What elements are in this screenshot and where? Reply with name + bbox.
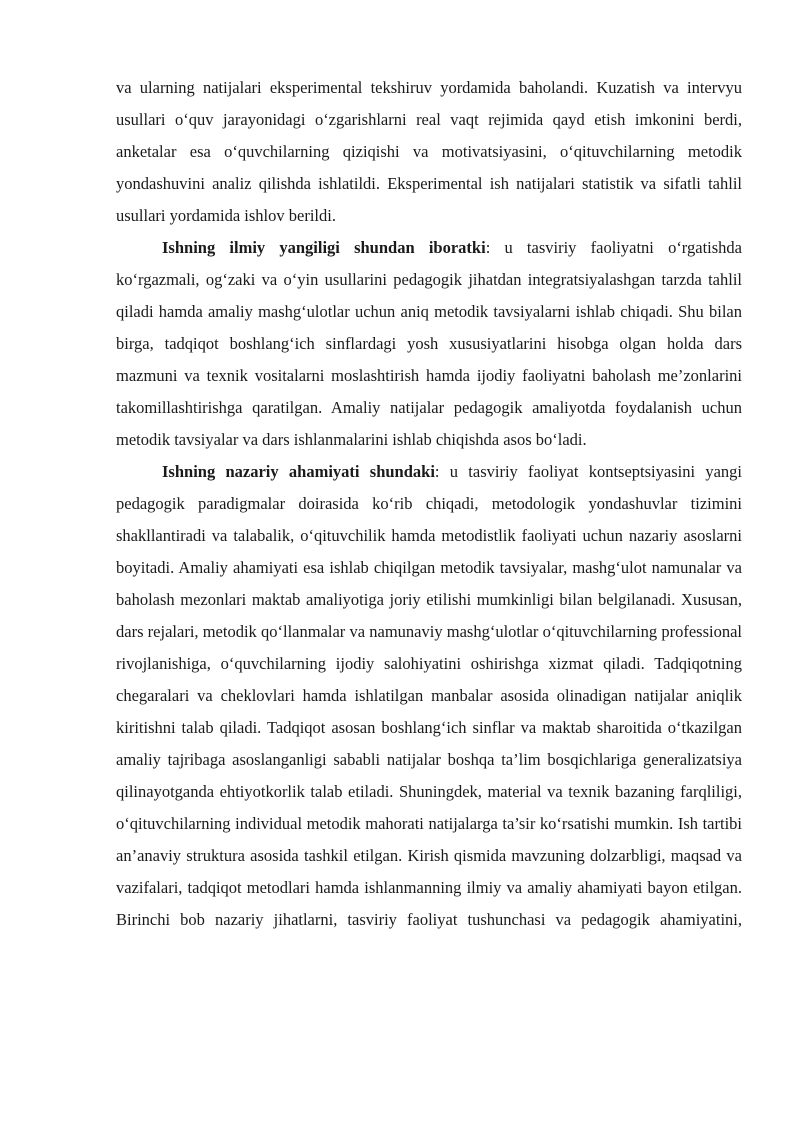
- paragraph-lead-bold: Ishning nazariy ahamiyati shundaki: [162, 462, 435, 481]
- paragraph-lead-bold: Ishning ilmiy yangiligi shundan iboratki: [162, 238, 486, 257]
- paragraph-text: va ularning natijalari eksperimental tekshiruv yordamida baholandi. Kuzatish va intervyu usullari o‘quv jarayonidagi o‘zgarishlarni real vaqt rejimida qayd etish imkonini berdi, anketalar esa o‘quvchilarning qiziqishi va motivatsiyasini, o‘qituvchilarning metodik yondashuvini analiz qilishda ishlatildi. Eksperimental ish natijalari statistik va sifatli tahlil usullari yordamida ishlov berildi.: [116, 78, 742, 225]
- paragraph-methods: [116, 72, 742, 232]
- paragraph-text: : u tasviriy faoliyatni o‘rgatishda ko‘rgazmali, og‘zaki va o‘yin usullarini pedagogik jihatdan integratsiyalashgan tarzda tahlil qiladi hamda amaliy mashg‘ulotlar uchun aniq metodik tavsiyalarni ishlab chiqadi. Shu bilan birga, tadqiqot boshlang‘ich sinflardagi yosh xususiyatlarini hisobga olgan holda dars mazmuni va texnik vositalarni moslashtirish hamda ijodiy faoliyatni baholash me’zonlarini takomillashtirishga qaratilgan. Amaliy natijalar pedagogik amaliyotda foydalanish uchun metodik tavsiyalar va dars ishlanmalarini ishlab chiqishda asos bo‘ladi.: [116, 238, 742, 449]
- paragraph-scientific-novelty: [116, 232, 742, 456]
- document-page: [116, 72, 742, 936]
- paragraph-theoretical-significance: [116, 456, 742, 936]
- paragraph-text: : u tasviriy faoliyat kontseptsiyasini yangi pedagogik paradigmalar doirasida ko‘rib chiqadi, metodologik yondashuvlar tizimini shakllantiradi va talabalik, o‘qituvchilik hamda metodistlik faoliyati uchun nazariy asoslarni boyitadi. Amaliy ahamiyati esa ishlab chiqilgan metodik tavsiyalar, mashg‘ulot namunalar va baholash mezonlari maktab amaliyotiga joriy etilishi mumkinligi bilan belgilanadi. Xususan, dars rejalari, metodik qo‘llanmalar va namunaviy mashg‘ulotlar o‘qituvchilarning professional rivojlanishiga, o‘quvchilarning ijodiy salohiyatini oshirishga xizmat qiladi. Tadqiqotning chegaralari va cheklovlari hamda ishlatilgan manbalar asosida olinadigan natijalar aniqlik kiritishni talab qiladi. Tadqiqot asosan boshlang‘ich sinflar va maktab sharoitida o‘tkazilgan amaliy tajribaga asoslanganligi sababli natijalar boshqa ta’lim bosqichlariga generalizatsiya qilinayotganda ehtiyotkorlik talab etiladi. Shuningdek, material va texnik bazaning farqliligi, o‘qituvchilarning individual metodik mahorati natijalarga ta’sir ko‘rsatishi mumkin. Ish tartibi an’anaviy struktura asosida tashkil etilgan. Kirish qismida mavzuning dolzarbligi, maqsad va vazifalari, tadqiqot metodlari hamda ishlanmanning ilmiy va amaliy ahamiyati bayon etilgan. Birinchi bob nazariy jihatlarni, tasviriy faoliyat tushunchasi va pedagogik ahamiyatini,: [116, 462, 742, 929]
